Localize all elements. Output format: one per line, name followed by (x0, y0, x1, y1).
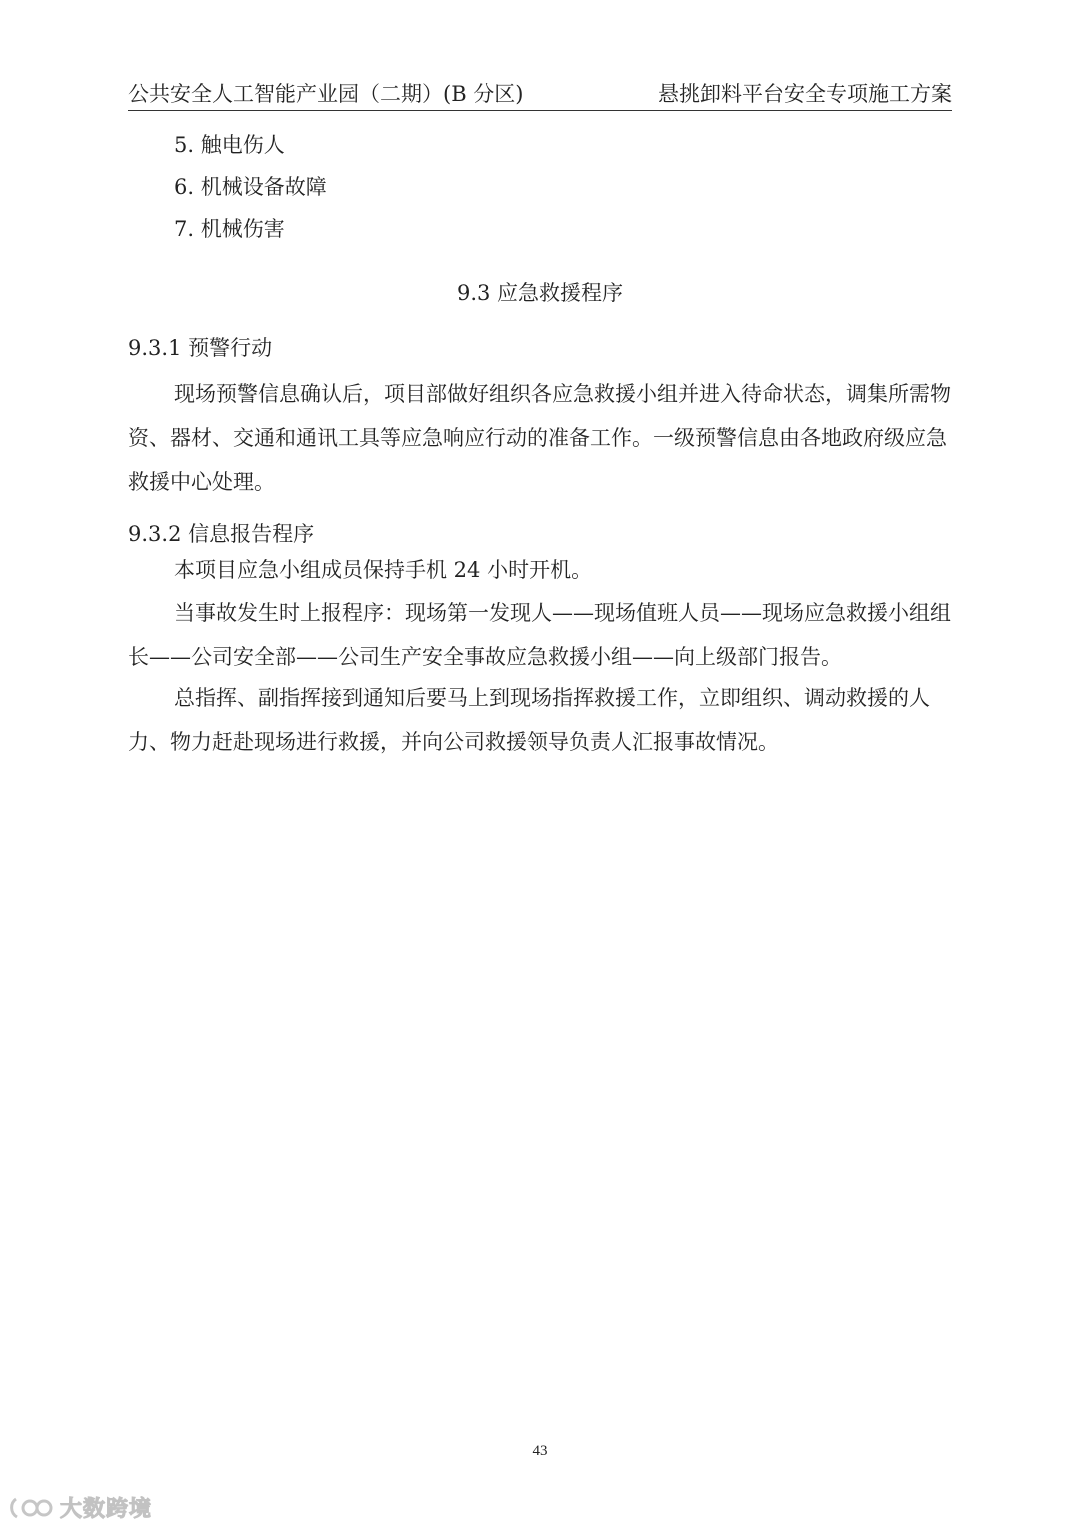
paragraph-phone-on: 本项目应急小组成员保持手机 24 小时开机。 (174, 558, 593, 582)
section-title: 9.3 应急救援程序 (456, 281, 624, 305)
page-number: 43 (532, 1443, 548, 1459)
subsection-heading-9-3-2: 9.3.2 信息报告程序 (128, 522, 315, 546)
paragraph-early-warning: 现场预警信息确认后，项目部做好组织各应急救援小组并进入待命状态，调集所需物资、器材、交通和通讯工具等应急响应行动的准备工作。一级预警信息由各地政府级应急救援中心处理。 (128, 382, 951, 494)
watermark-logo-icon (8, 1495, 56, 1521)
header-document-title: 悬挑卸料平台安全专项施工方案 (658, 82, 952, 106)
list-item: 7. 机械伤害 (174, 217, 285, 241)
paragraph-report-chain: 当事故发生时上报程序：现场第一发现人——现场值班人员——现场应急救援小组组长——公司安全部——公司生产安全事故应急救援小组——向上级部门报告。 (128, 601, 951, 669)
list-item: 5. 触电伤人 (174, 133, 285, 157)
header-project-name: 公共安全人工智能产业园（二期）(B 分区) (128, 82, 524, 106)
page-header (128, 80, 952, 111)
subsection-heading-9-3-1: 9.3.1 预警行动 (128, 336, 273, 360)
paragraph-command-rescue: 总指挥、副指挥接到通知后要马上到现场指挥救援工作，立即组织、调动救援的人力、物力赶赴现场进行救援，并向公司救援领导负责人汇报事故情况。 (128, 686, 930, 754)
list-item: 6. 机械设备故障 (174, 175, 327, 199)
watermark (8, 1492, 152, 1523)
watermark-text: 大数跨境 (60, 1497, 153, 1522)
